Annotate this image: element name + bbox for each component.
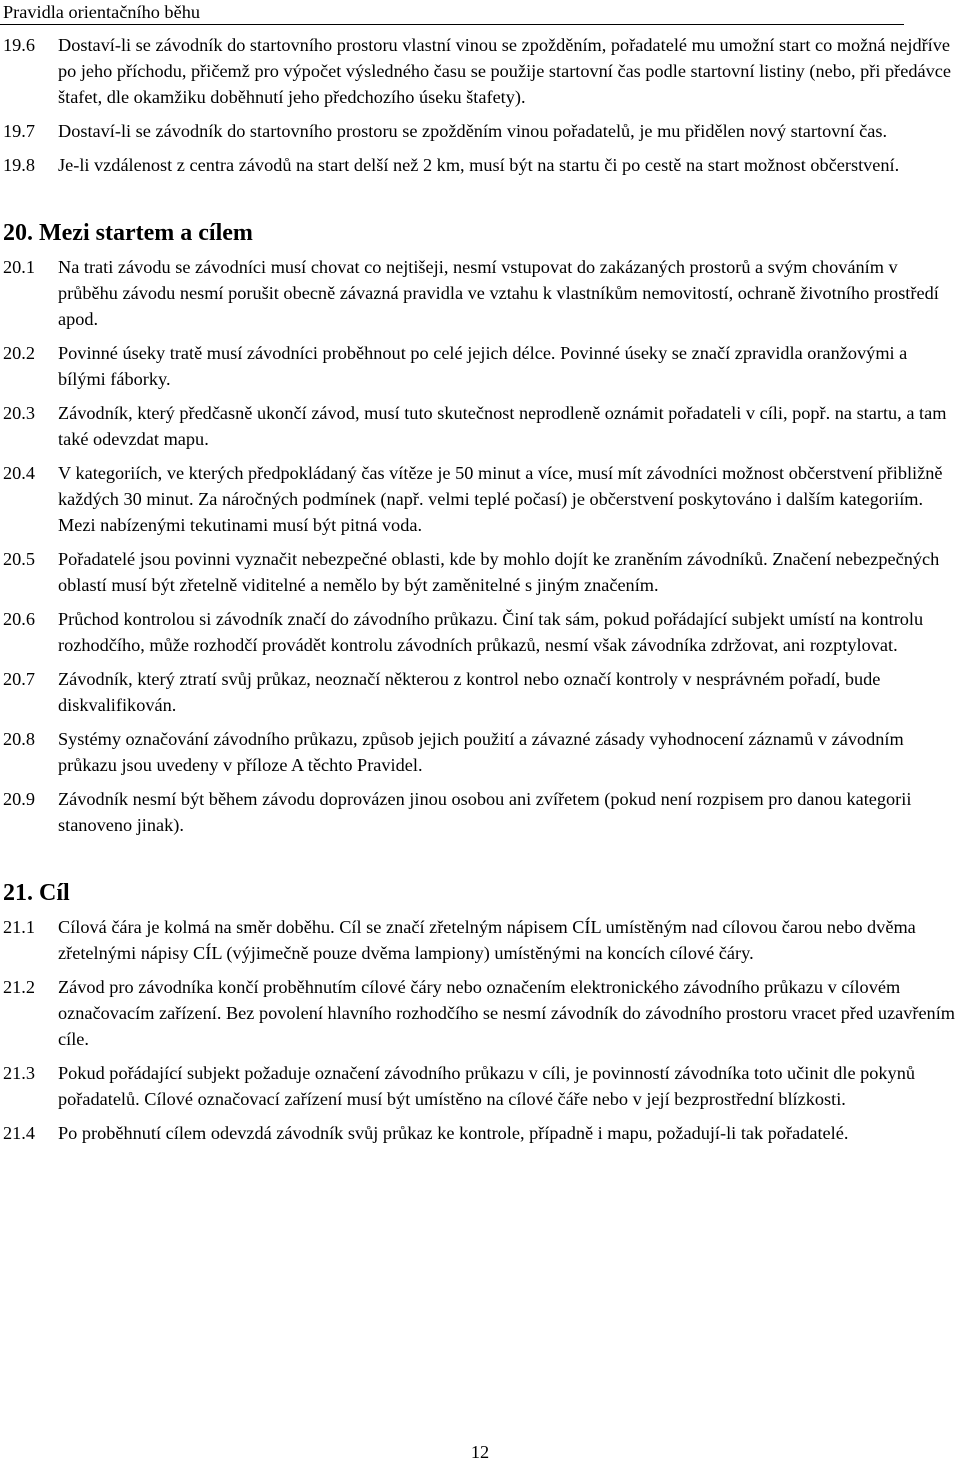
rule-text: Je-li vzdálenost z centra závodů na start delší než 2 km, musí být na startu či po cestě na start možnost občerstvení. — [58, 155, 900, 175]
rule-number: 21.2 — [3, 977, 35, 997]
rule-item — [0, 1120, 960, 1146]
rule-number: 19.7 — [3, 121, 35, 141]
rule-item — [0, 546, 960, 598]
rule-item — [0, 1060, 960, 1112]
rule-item — [0, 606, 960, 658]
rule-number: 20.2 — [3, 343, 35, 363]
rule-item — [0, 152, 960, 178]
rule-item — [0, 32, 960, 110]
rule-number: 20.9 — [3, 789, 35, 809]
document-title: Pravidla orientačního běhu — [3, 2, 200, 22]
rule-number: 21.3 — [3, 1063, 35, 1083]
page-number: 12 — [470, 1442, 490, 1462]
rule-text: Závodník, který předčasně ukončí závod, musí tuto skutečnost neprodleně oznámit pořadateli v cíli, popř. na startu, a tam také odevzdat mapu. — [58, 403, 947, 449]
rule-number: 20.6 — [3, 609, 35, 629]
rule-text: Průchod kontrolou si závodník značí do závodního průkazu. Činí tak sám, pokud pořádající subjekt umístí na kontrolu rozhodčího, může rozhodčí provádět kontrolu závodních průkazů, nesmí však závodníka zdržovat, ani rozptylovat. — [58, 609, 924, 655]
document-body — [0, 32, 960, 1154]
rule-text: Na trati závodu se závodníci musí chovat co nejtišeji, nesmí vstupovat do zakázaných prostorů a svým chováním v průběhu závodu nesmí porušit obecně závazná pravidla ve vztahu k vlastníkům nemovitostí, ochraně životního prostředí apod. — [58, 257, 939, 329]
rule-text: Dostaví-li se závodník do startovního prostoru se zpožděním vinou pořadatelů, je mu přidělen nový startovní čas. — [58, 121, 888, 141]
section-heading: 20. Mezi startem a cílem — [3, 220, 253, 246]
rule-item — [0, 340, 960, 392]
rule-item — [0, 914, 960, 966]
rule-text: Závod pro závodníka končí proběhnutím cílové čáry nebo označením elektronického závodního průkazu v cílovém označovacím zařízení. Bez povolení hlavního rozhodčího se nesmí závodník do závodního prostoru vracet před uzavřením cíle. — [58, 977, 955, 1049]
rule-number: 20.8 — [3, 729, 35, 749]
rule-item — [0, 974, 960, 1052]
rule-text: Systémy označování závodního průkazu, způsob jejich použití a závazné zásady vyhodnocení záznamů v závodním průkazu jsou uvedeny v příloze A těchto Pravidel. — [58, 729, 904, 775]
rule-number: 20.7 — [3, 669, 35, 689]
rule-text: Dostaví-li se závodník do startovního prostoru vlastní vinou se zpožděním, pořadatelé mu umožní start co možná nejdříve po jeho příchodu, přičemž pro výpočet výsledného času se použije startovní čas podle startovní listiny (nebo, při předávce štafet, dle okamžiku doběhnutí jeho předchozího úseku štafety). — [58, 35, 951, 107]
running-header — [0, 0, 904, 25]
rule-item — [0, 254, 960, 332]
rule-text: Závodník nesmí být během závodu doprovázen jinou osobou ani zvířetem (pokud není rozpisem pro danou kategorii stanoveno jinak). — [58, 789, 912, 835]
section-heading: 21. Cíl — [3, 880, 70, 906]
rule-item — [0, 786, 960, 838]
rule-number: 20.4 — [3, 463, 35, 483]
rule-text: Povinné úseky tratě musí závodníci proběhnout po celé jejich délce. Povinné úseky se značí zpravidla oranžovými a bílými fáborky. — [58, 343, 908, 389]
rule-item — [0, 460, 960, 538]
rule-number: 20.1 — [3, 257, 35, 277]
rule-item — [0, 118, 960, 144]
rule-text: Cílová čára je kolmá na směr doběhu. Cíl se značí zřetelným nápisem CÍL umístěným nad cílovou čarou nebo dvěma zřetelnými nápisy CÍL (výjimečně pouze dvěma lampiony) umístěnými na koncích cílové čáry. — [58, 917, 916, 963]
rule-number: 21.1 — [3, 917, 35, 937]
rule-number: 21.4 — [3, 1123, 35, 1143]
rule-number: 19.8 — [3, 155, 35, 175]
rule-item — [0, 666, 960, 718]
rule-item — [0, 726, 960, 778]
rule-item — [0, 400, 960, 452]
rule-number: 19.6 — [3, 35, 35, 55]
rule-text: Po proběhnutí cílem odevzdá závodník svůj průkaz ke kontrole, případně i mapu, požadují-li tak pořadatelé. — [58, 1123, 849, 1143]
rule-text: V kategoriích, ve kterých předpokládaný čas vítěze je 50 minut a více, musí mít závodníci možnost občerstvení přibližně každých 30 minut. Za náročných podmínek (např. velmi teplé počasí) je občerstvení poskytováno i dalším kategoriím. Mezi nabízenými tekutinami musí být pitná voda. — [58, 463, 943, 535]
rule-text: Pořadatelé jsou povinni vyznačit nebezpečné oblasti, kde by mohlo dojít ke zraněním závodníků. Značení nebezpečných oblastí musí být zřetelně viditelné a nemělo by být zaměnitelné s jiným značením. — [58, 549, 940, 595]
rule-text: Závodník, který ztratí svůj průkaz, neoznačí některou z kontrol nebo označí kontroly v nesprávném pořadí, bude diskvalifikován. — [58, 669, 881, 715]
rule-number: 20.3 — [3, 403, 35, 423]
rule-text: Pokud pořádající subjekt požaduje označení závodního průkazu v cíli, je povinností závodníka toto učinit dle pokynů pořadatelů. Cílové označovací zařízení musí být umístěno na cílové čáře nebo v její bezprostřední blízkosti. — [58, 1063, 915, 1109]
rule-number: 20.5 — [3, 549, 35, 569]
